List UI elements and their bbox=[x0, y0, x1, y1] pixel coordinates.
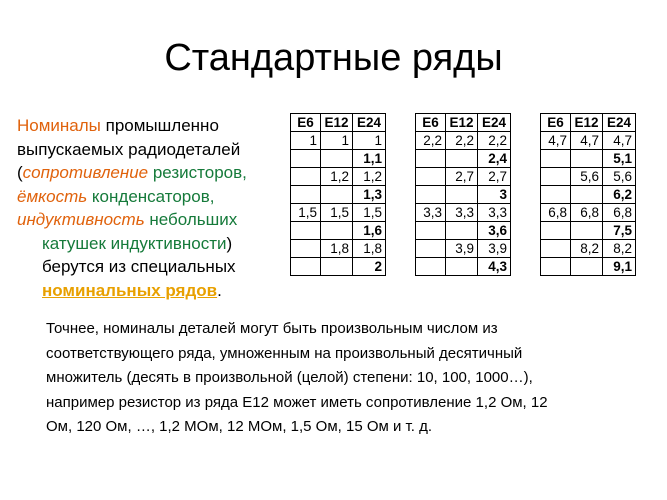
value-cell: 1,8 bbox=[321, 240, 353, 258]
value-cell: 1,5 bbox=[321, 204, 353, 222]
value-cell: 8,2 bbox=[603, 240, 636, 258]
value-cell bbox=[291, 240, 321, 258]
value-cell: 1,8 bbox=[353, 240, 386, 258]
table-row bbox=[416, 222, 511, 240]
table-row bbox=[291, 204, 386, 222]
series-table-1 bbox=[290, 113, 386, 276]
value-cell bbox=[571, 186, 603, 204]
value-cell: 2 bbox=[353, 258, 386, 276]
table-row bbox=[291, 150, 386, 168]
value-cell: 2,7 bbox=[478, 168, 511, 186]
value-cell bbox=[541, 150, 571, 168]
table-row bbox=[291, 258, 386, 276]
value-cell: 1,1 bbox=[353, 150, 386, 168]
value-cell: 5,1 bbox=[603, 150, 636, 168]
value-cell bbox=[291, 150, 321, 168]
table-row bbox=[541, 150, 636, 168]
value-cell bbox=[416, 222, 446, 240]
value-cell bbox=[291, 258, 321, 276]
value-cell: 3 bbox=[478, 186, 511, 204]
series-table-3 bbox=[540, 113, 636, 276]
column-header: E24 bbox=[603, 114, 636, 132]
term-capacitance: ёмкость bbox=[17, 186, 88, 206]
table-row bbox=[416, 240, 511, 258]
value-cell: 1 bbox=[291, 132, 321, 150]
value-cell bbox=[416, 240, 446, 258]
column-header: E12 bbox=[446, 114, 478, 132]
table-row bbox=[541, 258, 636, 276]
value-cell: 1,2 bbox=[321, 168, 353, 186]
value-cell bbox=[571, 258, 603, 276]
value-cell: 2,2 bbox=[416, 132, 446, 150]
value-cell: 9,1 bbox=[603, 258, 636, 276]
table-row bbox=[541, 168, 636, 186]
value-cell bbox=[321, 186, 353, 204]
table-row bbox=[416, 132, 511, 150]
value-cell bbox=[541, 258, 571, 276]
value-cell bbox=[416, 168, 446, 186]
column-header: E12 bbox=[321, 114, 353, 132]
value-cell: 1,3 bbox=[353, 186, 386, 204]
value-cell: 3,3 bbox=[416, 204, 446, 222]
value-cell: 6,8 bbox=[571, 204, 603, 222]
column-header: E6 bbox=[541, 114, 571, 132]
table-row bbox=[541, 204, 636, 222]
value-cell bbox=[446, 258, 478, 276]
intro-text: Номиналы промышленно выпускаемых радиодеталей (сопротивление резисторов, ёмкость конденсаторов, индуктивность небольших катушек индуктивности) берутся из специальных номинальных рядов. bbox=[17, 116, 247, 300]
value-cell: 7,5 bbox=[603, 222, 636, 240]
column-header: E6 bbox=[291, 114, 321, 132]
term-nominals: Номиналы bbox=[17, 116, 101, 135]
value-cell bbox=[571, 222, 603, 240]
value-cell bbox=[541, 168, 571, 186]
value-cell bbox=[446, 186, 478, 204]
value-cell bbox=[416, 258, 446, 276]
column-header: E12 bbox=[571, 114, 603, 132]
table-row bbox=[541, 222, 636, 240]
value-cell: 3,9 bbox=[478, 240, 511, 258]
value-cell: 4,7 bbox=[603, 132, 636, 150]
table-row bbox=[291, 186, 386, 204]
slide-title: Стандартные ряды bbox=[164, 37, 503, 79]
value-cell: 8,2 bbox=[571, 240, 603, 258]
value-cell bbox=[416, 150, 446, 168]
value-cell: 6,8 bbox=[603, 204, 636, 222]
header-row bbox=[416, 114, 511, 132]
value-cell: 2,7 bbox=[446, 168, 478, 186]
column-header: E6 bbox=[416, 114, 446, 132]
table-row bbox=[416, 258, 511, 276]
value-cell: 1 bbox=[321, 132, 353, 150]
value-cell: 2,4 bbox=[478, 150, 511, 168]
value-cell: 4,3 bbox=[478, 258, 511, 276]
table-row bbox=[416, 186, 511, 204]
value-cell: 2,2 bbox=[446, 132, 478, 150]
value-cell: 3,3 bbox=[478, 204, 511, 222]
value-cell: 1,5 bbox=[353, 204, 386, 222]
value-cell: 5,6 bbox=[603, 168, 636, 186]
term-inductance: индуктивность bbox=[17, 210, 145, 229]
table-row bbox=[541, 240, 636, 258]
table-row bbox=[291, 222, 386, 240]
value-cell: 1 bbox=[353, 132, 386, 150]
explanation-text: Точнее, номиналы деталей могут быть произвольным числом из соответствующего ряда, умноженным на произвольный десятичный множитель (десять в произвольной (целой) степени: 10, 100, 1000…), например резистор из ряда E12 может иметь сопротивление 1,2 Ом, 12 Ом, 120 Ом, …, 1,2 МОм, 12 МОм, 1,5 Ом, 15 Ом и т. д. bbox=[46, 320, 548, 436]
series-table-2 bbox=[415, 113, 511, 276]
table-row bbox=[291, 168, 386, 186]
value-cell: 3,3 bbox=[446, 204, 478, 222]
value-cell bbox=[321, 150, 353, 168]
value-cell bbox=[541, 186, 571, 204]
value-cell: 3,6 bbox=[478, 222, 511, 240]
value-cell: 3,9 bbox=[446, 240, 478, 258]
value-cell: 4,7 bbox=[541, 132, 571, 150]
header-row bbox=[291, 114, 386, 132]
column-header: E24 bbox=[478, 114, 511, 132]
value-cell bbox=[571, 150, 603, 168]
column-header: E24 bbox=[353, 114, 386, 132]
value-cell bbox=[321, 258, 353, 276]
value-cell: 2,2 bbox=[478, 132, 511, 150]
header-row bbox=[541, 114, 636, 132]
table-row bbox=[416, 150, 511, 168]
value-cell: 1,6 bbox=[353, 222, 386, 240]
value-cell bbox=[321, 222, 353, 240]
value-cell: 6,2 bbox=[603, 186, 636, 204]
table-row bbox=[541, 132, 636, 150]
value-cell: 1,2 bbox=[353, 168, 386, 186]
table-row bbox=[541, 186, 636, 204]
table-row bbox=[291, 240, 386, 258]
term-nominal-series: номинальных рядов bbox=[42, 280, 218, 300]
value-cell: 1,5 bbox=[291, 204, 321, 222]
value-cell bbox=[291, 222, 321, 240]
value-cell bbox=[446, 150, 478, 168]
value-cell bbox=[541, 222, 571, 240]
table-row bbox=[416, 168, 511, 186]
value-cell bbox=[446, 222, 478, 240]
table-row bbox=[416, 204, 511, 222]
value-cell bbox=[291, 186, 321, 204]
value-cell: 4,7 bbox=[571, 132, 603, 150]
term-resistance: сопротивление bbox=[22, 163, 149, 182]
value-cell bbox=[291, 168, 321, 186]
value-cell bbox=[541, 240, 571, 258]
table-row bbox=[291, 132, 386, 150]
value-cell: 6,8 bbox=[541, 204, 571, 222]
value-cell: 5,6 bbox=[571, 168, 603, 186]
value-cell bbox=[416, 186, 446, 204]
